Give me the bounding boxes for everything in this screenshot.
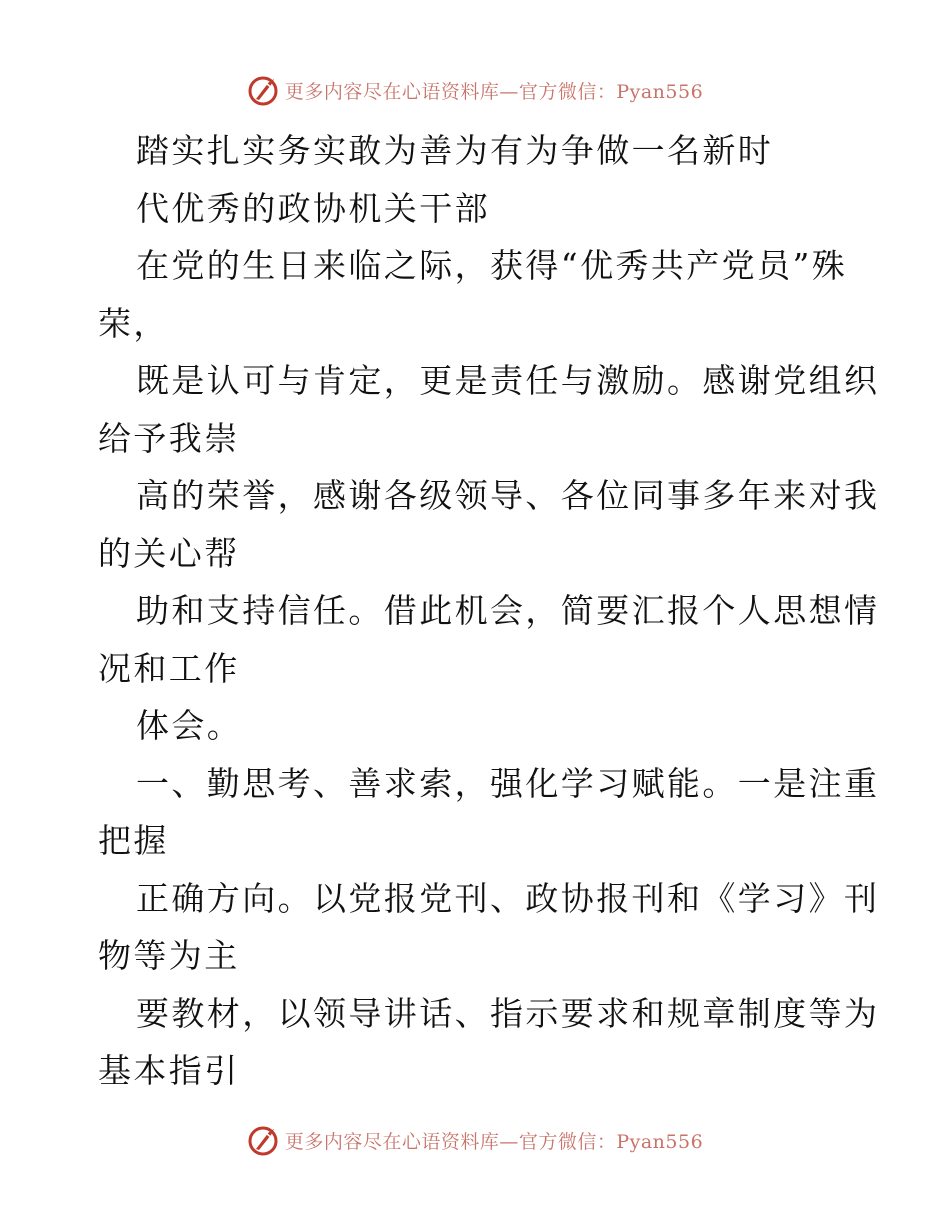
text-line: 物等为主 (98, 936, 240, 975)
text-line: 基本指引 (98, 1051, 240, 1090)
text-line: 况和工作 (98, 648, 240, 688)
document-body (98, 122, 880, 1100)
text-line: 既是认可与肯定，更是责任与激励。感谢党组织 (136, 361, 880, 400)
footer-watermark (0, 1120, 950, 1160)
text-line: 荣， (98, 303, 169, 343)
pen-seal-logo-icon (247, 73, 281, 107)
text-line: 踏实扎实务实敢为善为有为争做一名新时 (136, 131, 774, 170)
text-line: 给予我崇 (98, 418, 240, 458)
text-line: 代优秀的政协机关干部 (136, 188, 490, 228)
text-line: 要教材，以领导讲话、指示要求和规章制度等为 (136, 993, 880, 1033)
text-line: 高的荣誉，感谢各级领导、各位同事多年来对我 (136, 476, 880, 515)
watermark-text: 更多内容尽在心语资料库—官方微信：Pyan556 (284, 80, 704, 103)
text-line: 把握 (98, 821, 169, 860)
text-line: 正确方向。以党报党刊、政协报刊和《学习》刊 (136, 878, 880, 918)
text-line: 的关心帮 (98, 533, 240, 573)
text-line: 体会。 (136, 706, 243, 745)
pen-seal-logo-icon (247, 1123, 281, 1157)
watermark-text: 更多内容尽在心语资料库—官方微信：Pyan556 (284, 1130, 704, 1153)
header-watermark (0, 70, 950, 110)
text-line: 在党的生日来临之际，获得“优秀共产党员”殊 (136, 246, 848, 285)
text-line: 助和支持信任。借此机会，简要汇报个人思想情 (136, 591, 880, 630)
text-line: 一、勤思考、善求索，强化学习赋能。一是注重 (136, 763, 880, 803)
